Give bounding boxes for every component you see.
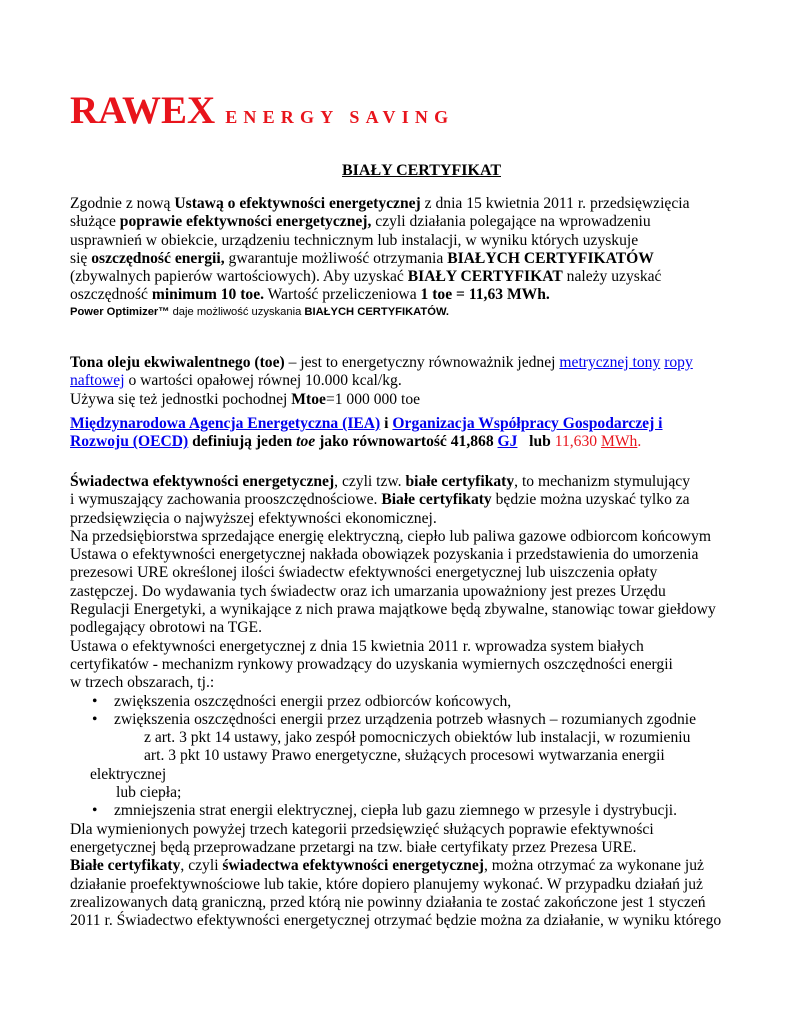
link-crude-oil-cont[interactable]: naftowej [70,372,125,390]
text: z dnia 15 kwietnia 2011 r. przedsięwzięcia [420,195,690,212]
text-line: Ustawa o efektywności energetycznej nakłada obowiązek pozyskania i przedstawienia do umorzenia [70,546,699,564]
bold-text: 1 toe = 11,63 MWh. [420,286,550,304]
text: Wartość przeliczeniowa [264,286,421,304]
text: , czyli [180,857,223,875]
text-line: art. 3 pkt 10 ustawy Prawo energetyczne, służących procesowi wytwarzania energii [144,747,665,765]
link-mwh[interactable]: MWh [600,433,638,451]
logo-tagline: ENERGY SAVING [225,107,455,127]
bold-text: jako równowartość 41,868 [315,433,498,451]
text-line: działanie proefektywnościowe lub takie, które dopiero planujemy wykonać. W przypadku działań już [70,875,703,893]
product-name: Power Optimizer™ [70,305,170,318]
text: , czyli tzw. [334,473,406,490]
text-line [70,391,730,409]
italic-term: toe [296,433,316,451]
text-line [70,250,730,268]
text-line [70,213,730,231]
list-item [70,711,730,729]
text-line [70,286,730,304]
text: o wartości opałowej równej 10.000 kcal/kg. [124,372,402,390]
bold-text: Świadectwa efektywności energetycznej [70,473,335,490]
text: gwarantuje możliwość otrzymania [224,249,448,267]
text-line: Na przedsiębiorstwa sprzedające energię elektryczną, ciepło lub paliwa gazowe odbiorcom końcowym [70,527,711,545]
text-line: elektrycznej [90,765,167,783]
text-line [70,372,730,390]
text: – jest to energetyczny równoważnik jednej [284,354,560,371]
bold-text: lub [517,433,555,451]
text-line [70,415,730,433]
text: służące [70,213,120,231]
text-line: certyfikatów - mechanizm rynkowy prowadzący do uzyskania wymiernych oszczędności energii [70,655,673,673]
link-crude-oil[interactable]: ropy [664,354,693,371]
text: , można otrzymać za wykonane już [483,857,704,875]
bold-text: poprawie efektywności energetycznej, [119,213,372,231]
text: czyli działania polegające na wprowadzeniu [371,213,651,231]
red-text: . [637,433,642,451]
text-line: usprawnień w obiekcie, urządzeniu technicznym lub instalacji, w wyniku których uzyskuje [70,231,639,249]
link-iea[interactable]: Międzynarodowa Agencja Energetyczna (IEA) [70,415,381,432]
text: należy uzyskać [562,268,662,286]
link-gj[interactable]: GJ [497,433,518,451]
main-body [70,473,730,930]
text-line: Dla wymienionych powyżej trzech kategorii przedsięwzięć służących poprawie efektywności [70,820,654,838]
text: się [70,249,92,267]
text: zwiększenia oszczędności energii przez urządzenia potrzeb własnych – rozumianych zgodnie [114,710,697,728]
text: daje możliwość uzyskania [169,305,305,318]
list-item [70,802,730,820]
logo-wordmark: RAWEX [70,89,216,132]
text-line: podlegający obrotowi na TGE. [70,619,262,637]
power-optimizer-note [70,305,730,319]
link-metric-ton[interactable]: metrycznej tony [559,354,661,371]
bold-text: białe certyfikaty [405,473,515,490]
bold-text: Białe certyfikaty [70,857,181,875]
text-line [70,857,730,875]
intro-paragraph [70,195,730,319]
link-oecd[interactable]: Organizacja Współpracy Gospodarczej i [392,415,663,432]
bold-text: Mtoe [291,390,326,408]
text: oszczędność [70,286,152,304]
bold-text: świadectwa efektywności energetycznej [222,857,484,875]
bold-text: Ustawą o efektywności energetycznej [174,195,421,212]
bold-text: i [380,415,393,432]
bold-text: BIAŁY CERTYFIKAT [407,268,563,286]
text-line: z art. 3 pkt 14 ustawy, jako zespół pomocniczych obiektów lub instalacji, w rozumieniu [144,729,691,747]
toe-definition [70,354,730,409]
text-line: Ustawa o efektywności energetycznej z dnia 15 kwietnia 2011 r. wprowadza system białych [70,637,644,655]
text-line [70,473,730,491]
text-line: w trzech obszarach, tj.: [70,674,215,692]
text-line [70,433,730,451]
link-oecd-cont[interactable]: Rozwoju (OECD) [70,433,189,451]
text-line: przedsięwzięcia o najwyższej efektywności ekonomicznej. [70,509,437,527]
iea-definition [70,415,730,452]
text-line: 2011 r. Świadectwo efektywności energetycznej otrzymać będzie można za działanie, w wyniku którego [70,912,722,930]
text-line [70,491,730,509]
bullet-icon: • [92,802,98,820]
text: i wymuszający zachowania prooszczędnościowe. [70,491,382,509]
bullet-icon: • [92,692,98,710]
text-line: lub ciepła; [116,784,182,802]
bold-text: BIAŁYCH CERTYFIKATÓW [447,249,654,267]
bold-text: oszczędność energii, [91,249,225,267]
bold-text: definiują jeden [188,433,297,451]
list-item [70,693,730,711]
text-line [70,354,730,372]
text-line [70,268,730,286]
bold-text: minimum 10 toe. [151,286,265,304]
text: zmniejszenia strat energii elektrycznej, ciepła lub gazu ziemnego w przesyle i dystrybucji. [114,802,678,820]
text: będzie można uzyskać tylko za [491,491,690,509]
text: (zbywalnych papierów wartościowych). Aby uzyskać [70,268,408,286]
bullet-icon: • [92,710,98,728]
company-logo [70,88,454,133]
bold-text: BIAŁYCH CERTYFIKATÓW. [304,305,450,318]
text-line: zastępczej. Do wydawania tych świadectw oraz ich umarzania upoważniony jest prezes Urzędu [70,582,666,600]
text-line: zrealizowanych datą graniczną, przed którą nie powinny działania te zostać zakończone jest 1 styczeń [70,893,706,911]
red-value: 11,630 [554,433,601,451]
text-line: Regulacji Energetyki, a wynikające z nich prawa majątkowe będą zbywalne, stanowiąc towar giełdowy [70,601,716,619]
text: =1 000 000 toe [325,390,421,408]
text-line: prezesowi URE określonej ilości świadectw efektywności energetycznej lub uiszczenia opłaty [70,564,658,582]
text-line [70,195,730,213]
text: , to mechanizm stymulujący [514,473,690,490]
text: Używa się też jednostki pochodnej [70,390,292,408]
text-line: energetycznej będą przeprowadzane przetargi na tzw. białe certyfikaty przez Prezesa URE. [70,838,637,856]
document-title: BIAŁY CERTYFIKAT [341,162,501,179]
text: Zgodnie z nową [70,195,175,212]
term: Tona oleju ekwiwalentnego (toe) [70,354,285,371]
text: zwiększenia oszczędności energii przez odbiorców końcowych, [114,692,512,710]
bold-text: Białe certyfikaty [381,491,492,509]
